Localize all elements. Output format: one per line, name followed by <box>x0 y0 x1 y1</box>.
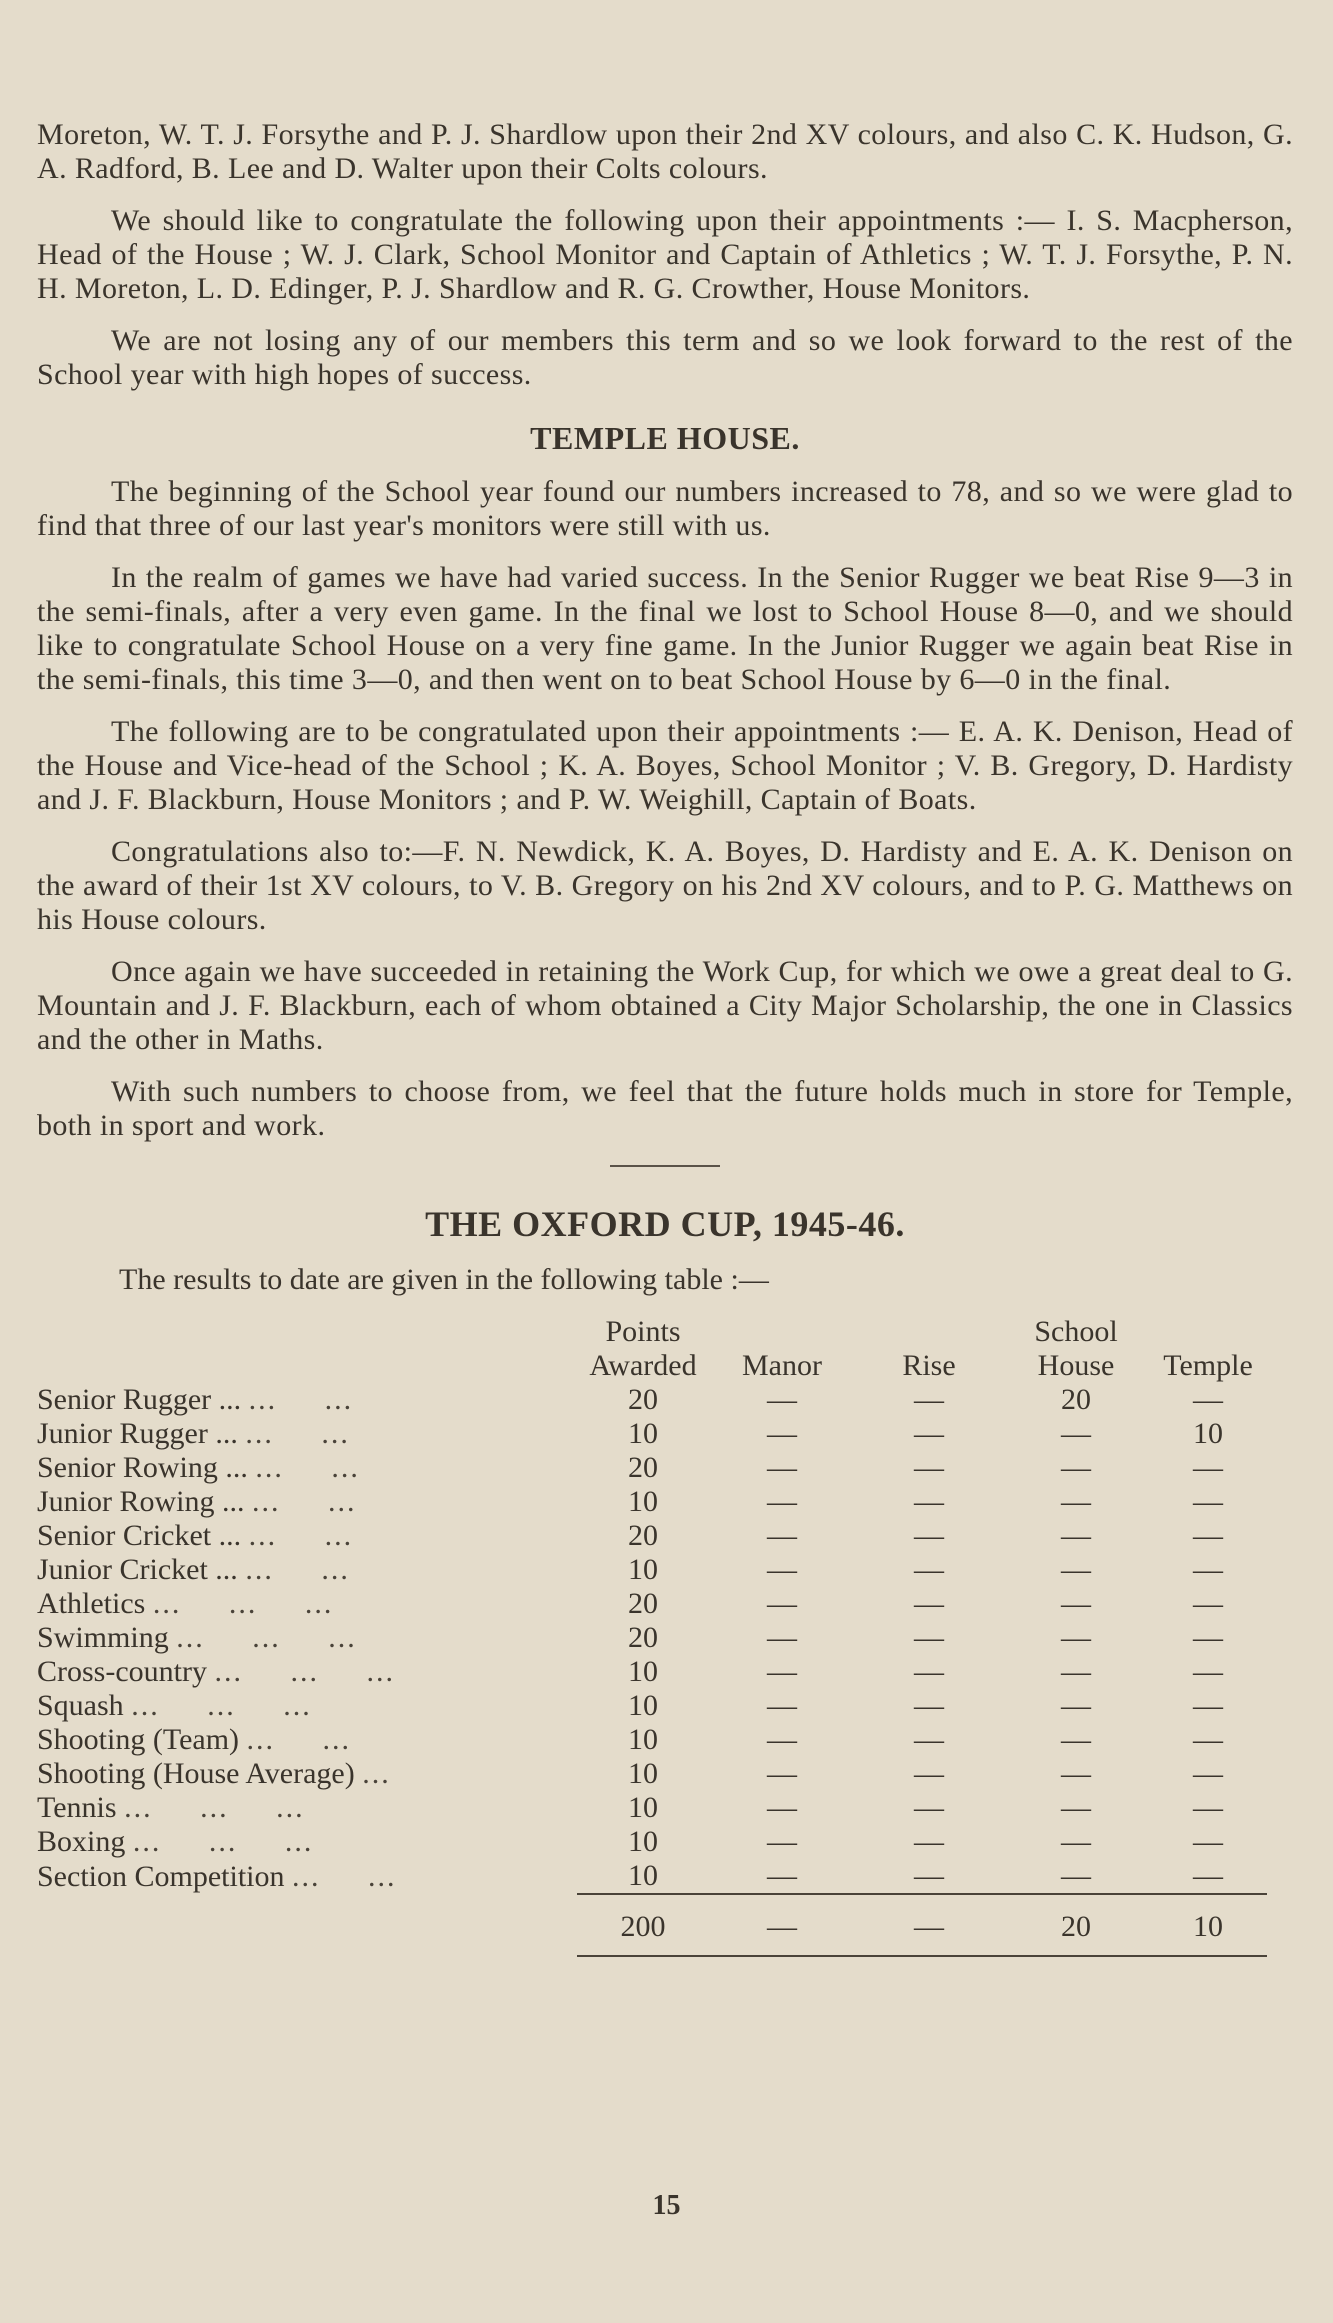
cell-rise: — <box>914 1485 944 1518</box>
event-name: Shooting (House Average) <box>37 1757 355 1790</box>
leader-dots: ... ... <box>292 1859 397 1893</box>
table-totals <box>37 1894 1267 1956</box>
event-name: Athletics <box>37 1587 146 1620</box>
cell-manor: — <box>767 1621 797 1654</box>
cell-school-house: — <box>1061 1417 1091 1450</box>
cell-temple: — <box>1193 1587 1223 1620</box>
total-manor: — <box>709 1894 855 1956</box>
cell-event <box>37 1519 577 1553</box>
cell-rise: — <box>914 1655 944 1688</box>
cell-rise: — <box>914 1451 944 1484</box>
cell-points: 10 <box>628 1655 658 1688</box>
table-row <box>37 1757 1267 1791</box>
cell-points: 10 <box>628 1757 658 1790</box>
cell-temple: — <box>1193 1825 1223 1858</box>
temple-section <box>37 475 1293 1143</box>
header-points-line1: Points <box>605 1315 681 1348</box>
cell-manor: — <box>767 1417 797 1450</box>
cell-points: 10 <box>628 1825 658 1858</box>
temple-paragraph-congratulations: Congratulations also to:—F. N. Newdick, K. A. Boyes, D. Hardisty and E. A. K. Denison on the award of their 1st XV colours, to V. B. Gregory on his 2nd XV colours, and to P. G. Matthews on his House colours. <box>37 835 1293 936</box>
event-name: Swimming <box>37 1621 169 1654</box>
cell-points: 10 <box>628 1791 658 1824</box>
table-row <box>37 1451 1267 1485</box>
leader-dots: ... ... <box>252 1485 357 1518</box>
cell-points: 20 <box>628 1519 658 1552</box>
cell-manor: — <box>767 1757 797 1790</box>
cell-manor: — <box>767 1655 797 1688</box>
cell-school-house: — <box>1061 1451 1091 1484</box>
cell-points: 20 <box>628 1587 658 1620</box>
cell-temple: — <box>1193 1519 1223 1552</box>
cell-temple: — <box>1193 1485 1223 1518</box>
cell-temple: — <box>1193 1859 1223 1892</box>
header-temple: Temple <box>1163 1349 1253 1382</box>
total-school-house: 20 <box>1003 1894 1149 1956</box>
cell-points: 10 <box>628 1859 658 1892</box>
cell-rise: — <box>914 1723 944 1756</box>
header-rise: Rise <box>902 1349 956 1382</box>
cell-school-house: — <box>1061 1621 1091 1654</box>
header-school-house <box>1003 1315 1149 1383</box>
cell-rise: — <box>914 1757 944 1790</box>
table-row <box>37 1553 1267 1587</box>
total-rise: — <box>855 1894 1003 1956</box>
cell-event <box>37 1791 577 1825</box>
event-name: Cross-country <box>37 1655 207 1688</box>
cell-rise: — <box>914 1417 944 1450</box>
cell-event <box>37 1825 577 1859</box>
cell-school-house: — <box>1061 1655 1091 1688</box>
cell-manor: — <box>767 1519 797 1552</box>
paragraph-appointments: We should like to congratulate the following upon their appointments :— I. S. Macpherson, Head of the House ; W. J. Clark, School Monitor and Captain of Athletics ; W. T. J. Forsythe, P. N. H. Moreton, L. D. Edinger, P. J. Shardlow and R. G. Crowther, House Monitors. <box>37 204 1293 305</box>
cell-event <box>37 1621 577 1655</box>
cell-temple: — <box>1193 1383 1223 1416</box>
oxford-cup-intro: The results to date are given in the following table :— <box>119 1263 769 1296</box>
oxford-cup-table <box>37 1315 1267 1957</box>
total-points: 200 <box>577 1894 709 1956</box>
header-school-house-line1: School <box>1034 1315 1118 1348</box>
event-name: Boxing <box>37 1825 126 1858</box>
event-name: Senior Rowing ... <box>37 1451 248 1484</box>
top-section <box>37 118 1293 392</box>
oxford-cup-heading: THE OXFORD CUP, 1945-46. <box>425 1204 905 1244</box>
cell-manor: — <box>767 1825 797 1858</box>
cell-manor: — <box>767 1553 797 1586</box>
cell-event <box>37 1485 577 1519</box>
cell-manor: — <box>767 1723 797 1756</box>
cell-school-house: — <box>1061 1825 1091 1858</box>
cell-school-house: — <box>1061 1587 1091 1620</box>
header-school-house-line2: House <box>1037 1349 1115 1382</box>
temple-house-heading: TEMPLE HOUSE. <box>530 420 800 456</box>
cell-points: 20 <box>628 1621 658 1654</box>
table-row <box>37 1417 1267 1451</box>
event-name: Senior Rugger ... <box>37 1383 242 1416</box>
leader-dots: ... ... ... <box>176 1621 357 1654</box>
table-body <box>37 1383 1267 1894</box>
header-points-awarded <box>577 1315 709 1383</box>
cell-school-house: — <box>1061 1859 1091 1892</box>
table-row <box>37 1587 1267 1621</box>
cell-event <box>37 1859 577 1894</box>
cell-event <box>37 1689 577 1723</box>
section-divider <box>610 1165 720 1167</box>
temple-paragraph-work-cup: Once again we have succeeded in retaining the Work Cup, for which we owe a great deal to G. Mountain and J. F. Blackburn, each of whom obtained a City Major Scholarship, the one in Classics and the other in Maths. <box>37 955 1293 1056</box>
cell-rise: — <box>914 1825 944 1858</box>
cell-manor: — <box>767 1485 797 1518</box>
cell-temple: — <box>1193 1689 1223 1722</box>
cell-temple: — <box>1193 1723 1223 1756</box>
cell-school-house: — <box>1061 1689 1091 1722</box>
cell-temple: — <box>1193 1621 1223 1654</box>
event-name: Junior Cricket ... <box>37 1553 238 1586</box>
cell-event <box>37 1553 577 1587</box>
leader-dots: ... ... <box>248 1383 354 1416</box>
cell-event <box>37 1383 577 1417</box>
event-name: Junior Rowing ... <box>37 1485 245 1518</box>
cell-temple: — <box>1193 1655 1223 1688</box>
temple-paragraph-games: In the realm of games we have had varied success. In the Senior Rugger we beat Rise 9—3 in the semi-finals, after a very even game. In the final we lost to School House 8—0, and we should like to congratulate School House on a very fine game. In the Junior Rugger we again beat Rise in the semi-finals, this time 3—0, and then went on to beat School House by 6—0 in the final. <box>37 561 1293 696</box>
cell-school-house: — <box>1061 1553 1091 1586</box>
event-name: Shooting (Team) <box>37 1723 240 1756</box>
leader-dots: ... ... <box>246 1723 352 1756</box>
cell-school-house: — <box>1061 1519 1091 1552</box>
cell-temple: — <box>1193 1451 1223 1484</box>
cell-points: 10 <box>628 1417 658 1450</box>
table-row <box>37 1383 1267 1417</box>
table-row <box>37 1825 1267 1859</box>
cell-rise: — <box>914 1859 944 1892</box>
table-row <box>37 1485 1267 1519</box>
leader-dots: ... ... <box>245 1417 350 1450</box>
cell-temple: — <box>1193 1757 1223 1790</box>
event-name: Section Competition <box>37 1859 285 1893</box>
cell-school-house: 20 <box>1061 1383 1091 1416</box>
leader-dots: ... ... <box>248 1519 354 1552</box>
leader-dots: ... ... <box>255 1451 360 1484</box>
table-row <box>37 1723 1267 1757</box>
cell-temple: 10 <box>1193 1417 1223 1450</box>
leader-dots: ... <box>362 1757 391 1790</box>
cell-rise: — <box>914 1791 944 1824</box>
cell-manor: — <box>767 1451 797 1484</box>
cell-rise: — <box>914 1383 944 1416</box>
table-row <box>37 1689 1267 1723</box>
cell-school-house: — <box>1061 1485 1091 1518</box>
leader-dots: ... ... ... <box>132 1825 314 1858</box>
cell-temple: — <box>1193 1791 1223 1824</box>
leader-dots: ... ... <box>245 1553 350 1586</box>
header-points-line2: Awarded <box>589 1349 697 1382</box>
cell-manor: — <box>767 1587 797 1620</box>
table-row <box>37 1791 1267 1825</box>
cell-event <box>37 1417 577 1451</box>
table-row <box>37 1621 1267 1655</box>
cell-rise: — <box>914 1621 944 1654</box>
table-row <box>37 1519 1267 1553</box>
cell-event <box>37 1723 577 1757</box>
temple-paragraph-appointments: The following are to be congratulated upon their appointments :— E. A. K. Denison, Head of the House and Vice-head of the School ; K. A. Boyes, School Monitor ; V. B. Gregory, D. Hardisty and J. F. Blackburn, House Monitors ; and P. W. Weighill, Captain of Boats. <box>37 715 1293 816</box>
header-event <box>37 1315 577 1383</box>
leader-dots: ... ... ... <box>152 1587 334 1620</box>
table-header <box>37 1315 1267 1383</box>
event-name: Tennis <box>37 1791 117 1824</box>
cell-rise: — <box>914 1689 944 1722</box>
cell-points: 10 <box>628 1553 658 1586</box>
cell-manor: — <box>767 1859 797 1892</box>
event-name: Squash <box>37 1689 124 1722</box>
paragraph-colours: Moreton, W. T. J. Forsythe and P. J. Shardlow upon their 2nd XV colours, and also C. K. Hudson, G. A. Radford, B. Lee and D. Walter upon their Colts colours. <box>37 118 1293 185</box>
leader-dots: ... ... ... <box>131 1689 312 1722</box>
totals-label <box>37 1894 577 1956</box>
cell-points: 10 <box>628 1723 658 1756</box>
leader-dots: ... ... ... <box>124 1791 305 1824</box>
paragraph-members: We are not losing any of our members this term and so we look forward to the rest of the School year with high hopes of success. <box>37 324 1293 391</box>
table-row <box>37 1859 1267 1894</box>
cell-event <box>37 1451 577 1485</box>
totals-row <box>37 1894 1267 1956</box>
cell-points: 20 <box>628 1383 658 1416</box>
header-manor: Manor <box>742 1349 822 1382</box>
cell-temple: — <box>1193 1553 1223 1586</box>
page-number: 15 <box>652 2190 681 2221</box>
event-name: Senior Cricket ... <box>37 1519 242 1552</box>
event-name: Junior Rugger ... <box>37 1417 238 1450</box>
cell-manor: — <box>767 1689 797 1722</box>
cell-points: 20 <box>628 1451 658 1484</box>
cell-manor: — <box>767 1383 797 1416</box>
cell-rise: — <box>914 1519 944 1552</box>
cell-points: 10 <box>628 1485 658 1518</box>
cell-school-house: — <box>1061 1791 1091 1824</box>
cell-rise: — <box>914 1587 944 1620</box>
temple-paragraph-future: With such numbers to choose from, we feel that the future holds much in store for Temple, both in sport and work. <box>37 1075 1293 1142</box>
leader-dots: ... ... ... <box>214 1655 395 1688</box>
cell-points: 10 <box>628 1689 658 1722</box>
total-temple: 10 <box>1149 1894 1267 1956</box>
cell-event <box>37 1587 577 1621</box>
table-row <box>37 1655 1267 1689</box>
temple-paragraph-numbers: The beginning of the School year found our numbers increased to 78, and so we were glad to find that three of our last year's monitors were still with us. <box>37 475 1293 542</box>
cell-rise: — <box>914 1553 944 1586</box>
cell-manor: — <box>767 1791 797 1824</box>
page-content <box>37 118 1293 1957</box>
cell-school-house: — <box>1061 1757 1091 1790</box>
cell-event <box>37 1655 577 1689</box>
cell-school-house: — <box>1061 1723 1091 1756</box>
cell-event <box>37 1757 577 1791</box>
